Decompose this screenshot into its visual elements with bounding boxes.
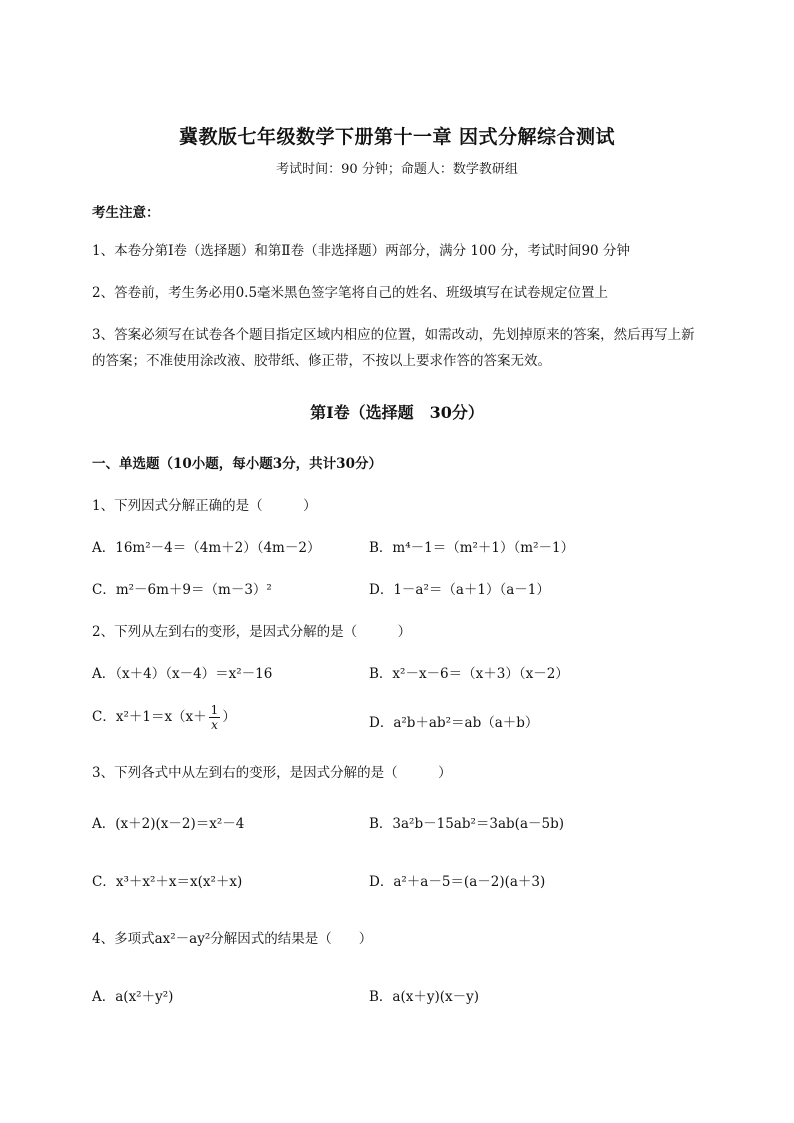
fraction-numerator: 1 [210, 703, 219, 717]
q3-option-a: A．(x＋2)(x－2)＝x²－4 [92, 816, 245, 832]
q4-option-b: B．a(x＋y)(x－y) [369, 989, 480, 1005]
q2-option-a: A．（x＋4）（x－4）＝x²－16 [92, 666, 273, 682]
q2-option-c [92, 703, 236, 732]
q2-option-c-suffix: ） [222, 709, 236, 725]
question-1-stem: 1、下列因式分解正确的是（ ） [92, 498, 317, 514]
exam-info: 考试时间：90 分钟；命题人：数学教研组 [276, 162, 518, 177]
question-2-stem: 2、下列从左到右的变形，是因式分解的是（ ） [92, 624, 412, 640]
q1-option-c: C．m²－6m＋9＝（m－3）² [92, 582, 272, 598]
q1-option-d: D．1－a²＝（a＋1）（a－1） [369, 582, 550, 598]
q1-option-b: B．m⁴－1＝（m²＋1）（m²－1） [369, 540, 575, 556]
notice-item-3-cont: 的答案；不准使用涂改液、胶带纸、修正带，不按以上要求作答的答案无效。 [92, 353, 551, 369]
q1-option-a: A．16m²－4＝（4m＋2）（4m－2） [92, 540, 321, 556]
document-title: 冀教版七年级数学下册第十一章 因式分解综合测试 [178, 126, 616, 148]
q3-option-b: B．3a²b－15ab²＝3ab(a－5b) [369, 816, 564, 832]
q3-option-c: C．x³＋x²＋x＝x(x²＋x) [92, 874, 243, 890]
notice-item-1: 1、本卷分第Ⅰ卷（选择题）和第Ⅱ卷（非选择题）两部分，满分 100 分，考试时间90 分钟 [92, 243, 630, 259]
notice-item-2: 2、答卷前，考生务必用0.5毫米黑色签字笔将自己的姓名、班级填写在试卷规定位置上 [92, 285, 609, 301]
notice-item-3: 3、答案必须写在试卷各个题目指定区域内相应的位置，如需改动，先划掉原来的答案，然后再写上新 [92, 327, 695, 343]
fraction-denominator: x [211, 718, 218, 732]
q3-option-d: D．a²＋a－5＝(a－2)(a＋3) [369, 874, 546, 890]
part-heading: 一、单选题（10小题，每小题3分，共计30分） [92, 456, 382, 472]
q4-option-a: A．a(x²＋y²) [92, 989, 174, 1005]
question-3-stem: 3、下列各式中从左到右的变形，是因式分解的是（ ） [92, 765, 452, 781]
fraction [209, 703, 221, 732]
section-title: 第Ⅰ卷（选择题 30分） [310, 403, 484, 422]
notice-heading: 考生注意： [92, 205, 160, 221]
q2-option-b: B．x²－x－6＝（x＋3）（x－2） [369, 666, 569, 682]
q2-option-c-prefix: C．x²＋1＝x（x＋ [92, 709, 207, 725]
question-4-stem: 4、多项式ax²－ay²分解因式的结果是（ ） [92, 931, 373, 947]
q2-option-d: D．a²b＋ab²＝ab（a＋b） [369, 715, 539, 731]
